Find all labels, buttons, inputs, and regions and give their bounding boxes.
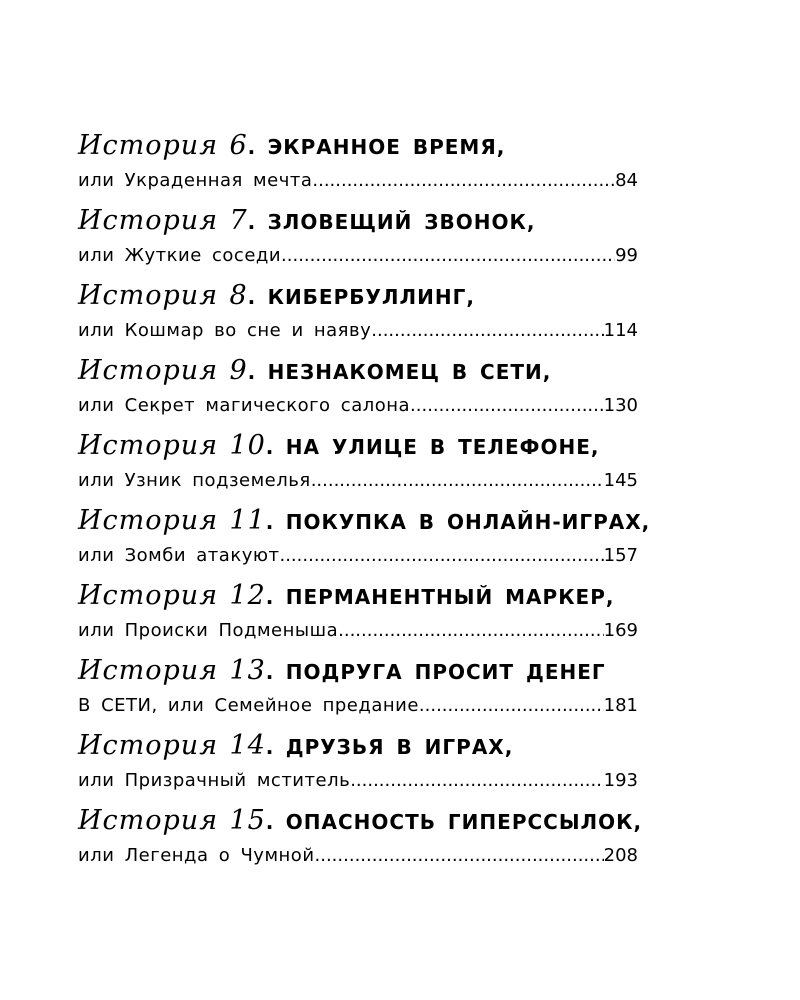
story-subtitle: или Призрачный мститель [78, 770, 351, 791]
dot-leader [371, 315, 603, 347]
story-subtitle: или Кошмар во сне и наяву [78, 320, 372, 341]
entry-heading [78, 203, 638, 240]
page-number: 181 [603, 695, 638, 716]
dot-leader [279, 540, 603, 572]
toc-entry [78, 803, 643, 872]
story-label: История [78, 655, 219, 686]
story-label: История [78, 355, 219, 386]
toc-entry [78, 278, 638, 347]
story-title: ЗЛОВЕЩИЙ ЗВОНОК, [267, 210, 536, 234]
story-number: 10 [229, 430, 266, 461]
story-number: 7 [229, 205, 248, 236]
story-title: ДРУЗЬЯ В ИГРАХ, [285, 735, 514, 759]
story-title: ПОДРУГА ПРОСИТ ДЕНЕГ [285, 660, 606, 684]
story-label: История [78, 205, 219, 236]
story-label: История [78, 805, 219, 836]
story-label: История [78, 730, 219, 761]
dot-leader [311, 465, 604, 497]
entry-heading [78, 353, 638, 390]
entry-subtitle-line [78, 690, 638, 722]
story-subtitle: или Легенда о Чумной [78, 845, 315, 866]
toc-entry [78, 203, 638, 272]
number-dot: . [247, 285, 257, 309]
number-dot: . [247, 135, 257, 159]
page-number: 114 [603, 320, 638, 341]
story-subtitle: В СЕТИ, или Семейное предание [78, 695, 419, 716]
story-number: 6 [229, 130, 248, 161]
table-of-contents [78, 128, 651, 878]
number-dot: . [265, 660, 275, 684]
story-subtitle: или Происки Подменыша [78, 620, 339, 641]
story-label: История [78, 280, 219, 311]
story-subtitle: или Узник подземелья [78, 470, 311, 491]
number-dot: . [265, 585, 275, 609]
entry-subtitle-line [78, 390, 638, 422]
entry-subtitle-line [78, 540, 638, 572]
entry-subtitle-line [78, 315, 638, 347]
entry-heading [78, 128, 638, 165]
story-number: 9 [229, 355, 248, 386]
story-number: 11 [229, 505, 266, 536]
story-number: 14 [229, 730, 266, 761]
toc-entry [78, 578, 638, 647]
toc-entry [78, 428, 638, 497]
entry-heading [78, 428, 638, 465]
entry-heading [78, 578, 638, 615]
story-number: 15 [229, 805, 266, 836]
entry-heading [78, 653, 638, 690]
toc-entry [78, 353, 638, 422]
story-title: ПЕРМАНЕНТНЫЙ МАРКЕР, [285, 585, 615, 609]
story-subtitle: или Украденная мечта [78, 170, 313, 191]
story-title: НА УЛИЦЕ В ТЕЛЕФОНЕ, [285, 435, 600, 459]
story-subtitle: или Жуткие соседи [78, 245, 282, 266]
number-dot: . [265, 735, 275, 759]
entry-heading [78, 278, 638, 315]
story-label: История [78, 580, 219, 611]
page-number: 208 [603, 845, 638, 866]
number-dot: . [247, 360, 257, 384]
toc-entry [78, 128, 638, 197]
story-title: КИБЕРБУЛЛИНГ, [267, 285, 475, 309]
number-dot: . [247, 210, 257, 234]
toc-entry [78, 503, 651, 572]
entry-subtitle-line [78, 240, 638, 272]
page-number: 145 [603, 470, 638, 491]
story-number: 12 [229, 580, 266, 611]
toc-entry [78, 653, 638, 722]
story-label: История [78, 430, 219, 461]
entry-heading [78, 503, 651, 540]
entry-subtitle-line [78, 765, 638, 797]
story-label: История [78, 130, 219, 161]
page-number: 157 [603, 545, 638, 566]
entry-heading [78, 728, 638, 765]
story-subtitle: или Зомби атакуют [78, 545, 280, 566]
dot-leader [315, 840, 604, 872]
story-subtitle: или Секрет магического салона [78, 395, 411, 416]
story-title: ЭКРАННОЕ ВРЕМЯ, [267, 135, 506, 159]
entry-subtitle-line [78, 840, 638, 872]
dot-leader [312, 165, 615, 197]
page-number: 193 [603, 770, 638, 791]
dot-leader [281, 240, 615, 272]
page-number: 130 [603, 395, 638, 416]
page-number: 99 [615, 245, 638, 266]
entry-subtitle-line [78, 465, 638, 497]
dot-leader [410, 390, 604, 422]
story-title: НЕЗНАКОМЕЦ В СЕТИ, [267, 360, 552, 384]
dot-leader [350, 765, 603, 797]
entry-subtitle-line [78, 615, 638, 647]
dot-leader [338, 615, 604, 647]
number-dot: . [265, 510, 275, 534]
story-title: ПОКУПКА В ОНЛАЙН-ИГРАХ, [285, 510, 651, 534]
entry-subtitle-line [78, 165, 638, 197]
story-title: ОПАСНОСТЬ ГИПЕРССЫЛОК, [285, 810, 643, 834]
page-number: 169 [603, 620, 638, 641]
story-label: История [78, 505, 219, 536]
number-dot: . [265, 810, 275, 834]
page-number: 84 [615, 170, 638, 191]
story-number: 13 [229, 655, 266, 686]
number-dot: . [265, 435, 275, 459]
dot-leader [419, 690, 604, 722]
toc-entry [78, 728, 638, 797]
entry-heading [78, 803, 643, 840]
story-number: 8 [229, 280, 248, 311]
